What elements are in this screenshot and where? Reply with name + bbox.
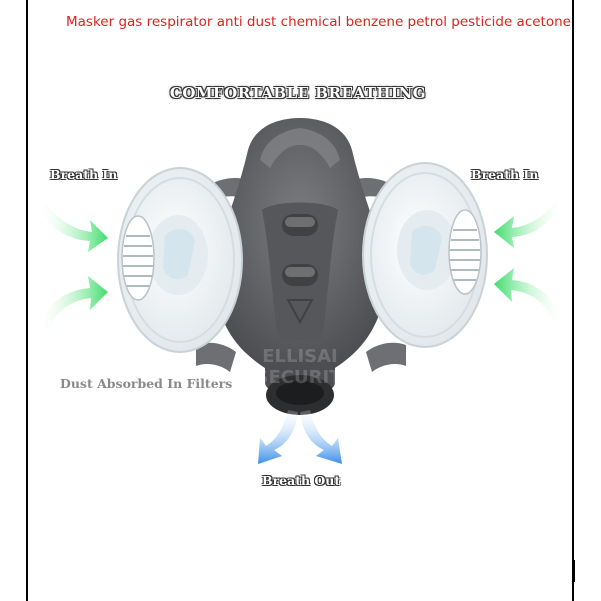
breath-in-right-label: Breath In [471,167,539,182]
svg-text:SECURITY: SECURITY [255,367,355,388]
green-curved-arrow-icon [494,268,560,322]
headline: COMFORTABLE BREATHING [169,84,427,102]
breath-out-label: Breath Out [262,473,341,488]
left-filter-cartridge [118,168,242,352]
dust-absorbed-label: Dust Absorbed In Filters [60,376,233,391]
green-curved-arrow-icon [42,276,108,330]
svg-text:ELLISAI: ELLISAI [262,346,338,367]
breath-in-left-label: Breath In [50,167,118,182]
green-curved-arrow-icon [42,200,108,252]
product-title: Masker gas respirator anti dust chemical benzene petrol pesticide acetone [66,14,571,30]
green-curved-arrow-icon [494,195,560,248]
right-filter-cartridge [363,163,487,347]
blue-curved-arrow-icon [300,410,342,464]
blue-curved-arrow-icon [258,410,298,464]
